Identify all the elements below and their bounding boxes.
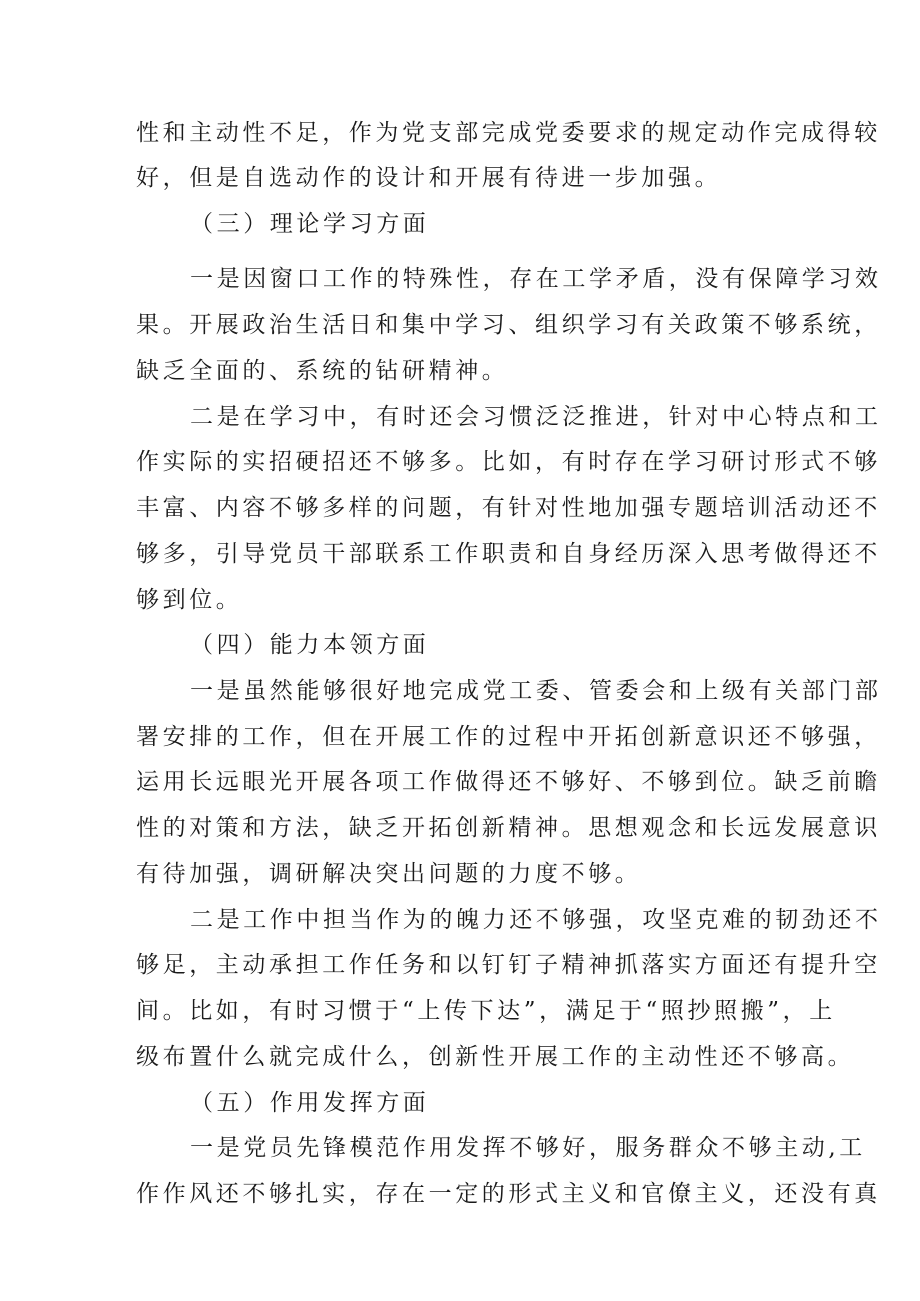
section-heading-five: （五）作用发挥方面 xyxy=(190,1090,430,1116)
paragraph-line: 一是党员先锋模范作用发挥不够好，服务群众不够主动,工 xyxy=(190,1135,866,1161)
paragraph-line: 一是虽然能够很好地完成党工委、管委会和上级有关部门部 xyxy=(190,678,882,704)
section-heading-three: （三）理论学习方面 xyxy=(190,211,430,237)
body-text-line: 丰富、内容不够多样的问题，有针对性地加强专题培训活动还不 xyxy=(136,495,881,521)
body-text-line: 果。开展政治生活日和集中学习、组织学习有关政策不够系统， xyxy=(136,312,881,338)
body-text-line: 有待加强，调研解决突出问题的力度不够。 xyxy=(136,861,642,887)
body-text-line: 作作风还不够扎实，存在一定的形式主义和官僚主义，还没有真 xyxy=(136,1181,881,1207)
body-text-line: 性的对策和方法，缺乏开拓创新精神。思想观念和长远发展意识 xyxy=(136,815,881,841)
body-text-line: 级布置什么就完成什么，创新性开展工作的主动性还不够高。 xyxy=(136,1044,855,1070)
body-text-line: 好，但是自选动作的设计和开展有待进一步加强。 xyxy=(136,165,722,191)
body-text-line: 性和主动性不足，作为党支部完成党委要求的规定动作完成得较 xyxy=(136,120,881,146)
body-text-line: 间。比如，有时习惯于“上传下达”，满足于“照抄照搬”，上 xyxy=(136,998,836,1024)
body-text-line: 运用长远眼光开展各项工作做得还不够好、不够到位。缺乏前瞻 xyxy=(136,769,881,795)
body-text-line: 作实际的实招硬招还不够多。比如，有时存在学习研讨形式不够 xyxy=(136,449,881,475)
body-text-line: 缺乏全面的、系统的钻研精神。 xyxy=(136,358,509,384)
section-heading-four: （四）能力本领方面 xyxy=(190,632,430,658)
paragraph-line: 二是工作中担当作为的魄力还不够强，攻坚克难的韧劲还不 xyxy=(190,907,882,933)
body-text-line: 够到位。 xyxy=(136,587,243,613)
body-text-line: 署安排的工作，但在开展工作的过程中开拓创新意识还不够强， xyxy=(136,724,881,750)
paragraph-line: 一是因窗口工作的特殊性，存在工学矛盾，没有保障学习效 xyxy=(190,266,882,292)
body-text-line: 够足，主动承担工作任务和以钉钉子精神抓落实方面还有提升空 xyxy=(136,952,881,978)
body-text-line: 够多，引导党员干部联系工作职责和自身经历深入思考做得还不 xyxy=(136,541,881,567)
paragraph-line: 二是在学习中，有时还会习惯泛泛推进，针对中心特点和工 xyxy=(190,404,882,430)
